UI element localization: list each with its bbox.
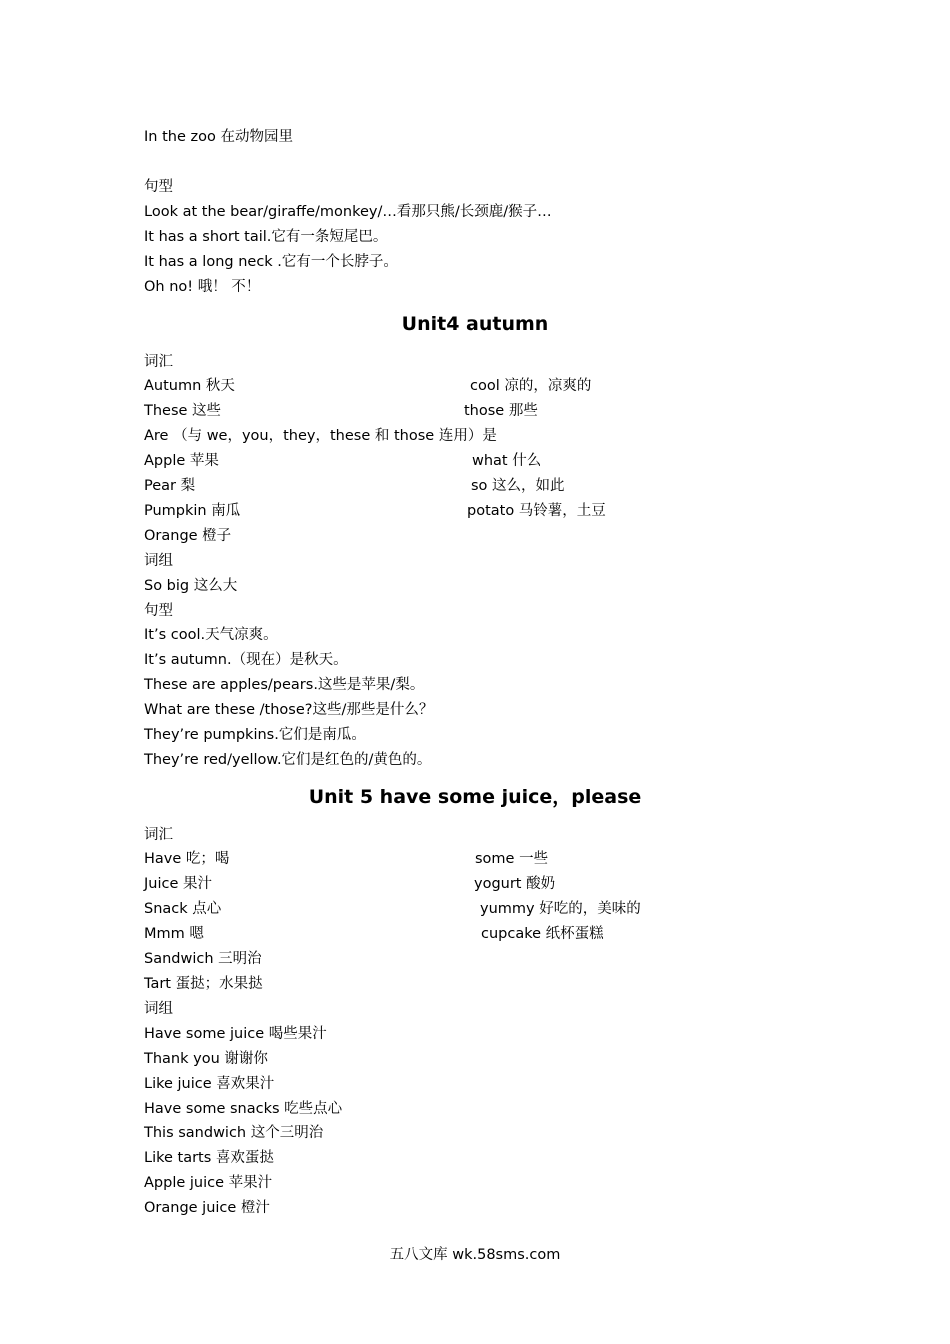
phrase-item: Orange juice 橙汁 <box>144 1200 270 1216</box>
vocab-item: Sandwich 三明治 <box>144 951 262 967</box>
vocab-item: Apple 苹果 <box>144 453 219 469</box>
vocab-label: 词汇 <box>144 354 173 370</box>
unit5-heading: Unit 5 have some juice，please <box>308 786 642 808</box>
sentence-line: Oh no! 哦！ 不！ <box>144 279 261 295</box>
sentence-line: It’s autumn.（现在）是秋天。 <box>144 652 348 668</box>
vocab-item: potato 马铃薯，土豆 <box>467 503 606 519</box>
vocab-item: Juice 果汁 <box>144 876 212 892</box>
vocab-item: Are （与 we，you，they，these 和 those 连用）是 <box>144 428 497 444</box>
phrase-item: Like tarts 喜欢蛋挞 <box>144 1150 274 1166</box>
vocab-item: Snack 点心 <box>144 901 222 917</box>
vocab-item: cool 凉的，凉爽的 <box>470 378 592 394</box>
sentence-line: What are these /those?这些/那些是什么？ <box>144 702 434 718</box>
vocab-item: Pear 梨 <box>144 478 196 494</box>
sentence-line: It’s cool.天气凉爽。 <box>144 627 278 643</box>
phrases-label: 词组 <box>144 553 173 569</box>
vocab-item: Pumpkin 南瓜 <box>144 503 241 519</box>
vocab-item: These 这些 <box>144 403 222 419</box>
vocab-item: Tart 蛋挞；水果挞 <box>144 976 263 992</box>
vocab-item: yogurt 酸奶 <box>474 876 556 892</box>
vocab-item: some 一些 <box>475 851 549 867</box>
phrase-item: Like juice 喜欢果汁 <box>144 1076 275 1092</box>
vocab-item: Orange 橙子 <box>144 528 232 544</box>
sentence-line: Look at the bear/giraffe/monkey/…看那只熊/长颈鹿/猴子… <box>144 204 552 220</box>
unit4-heading: Unit4 autumn <box>401 313 549 335</box>
vocab-label: 词汇 <box>144 827 173 843</box>
phrase-item: Have some snacks 吃些点心 <box>144 1101 343 1117</box>
phrase-item: This sandwich 这个三明治 <box>144 1125 324 1141</box>
sentences-label: 句型 <box>144 603 173 619</box>
sentences-label: 句型 <box>144 179 173 195</box>
sentence-line: They’re red/yellow.它们是红色的/黄色的。 <box>144 752 432 768</box>
vocab-item: Have 吃；喝 <box>144 851 230 867</box>
phrases-label: 词组 <box>144 1001 173 1017</box>
vocab-item: Mmm 嗯 <box>144 926 204 942</box>
phrase-item: So big 这么大 <box>144 578 238 594</box>
phrase-item: Apple juice 苹果汁 <box>144 1175 273 1191</box>
page-footer: 五八文库 wk.58sms.com <box>389 1247 561 1263</box>
phrase-item: Have some juice 喝些果汁 <box>144 1026 327 1042</box>
sentence-line: They’re pumpkins.它们是南瓜。 <box>144 727 366 743</box>
vocab-item: what 什么 <box>472 453 542 469</box>
phrase-item: Thank you 谢谢你 <box>144 1051 268 1067</box>
vocab-item: Autumn 秋天 <box>144 378 235 394</box>
vocab-item: cupcake 纸杯蛋糕 <box>481 926 604 942</box>
sentence-line: It has a long neck .它有一个长脖子。 <box>144 254 398 270</box>
vocab-item: those 那些 <box>464 403 538 419</box>
sentence-line: It has a short tail.它有一条短尾巴。 <box>144 229 388 245</box>
sentence-line: These are apples/pears.这些是苹果/梨。 <box>144 677 425 693</box>
section-title: In the zoo 在动物园里 <box>144 129 293 145</box>
vocab-item: so 这么，如此 <box>471 478 565 494</box>
vocab-item: yummy 好吃的，美味的 <box>480 901 641 917</box>
